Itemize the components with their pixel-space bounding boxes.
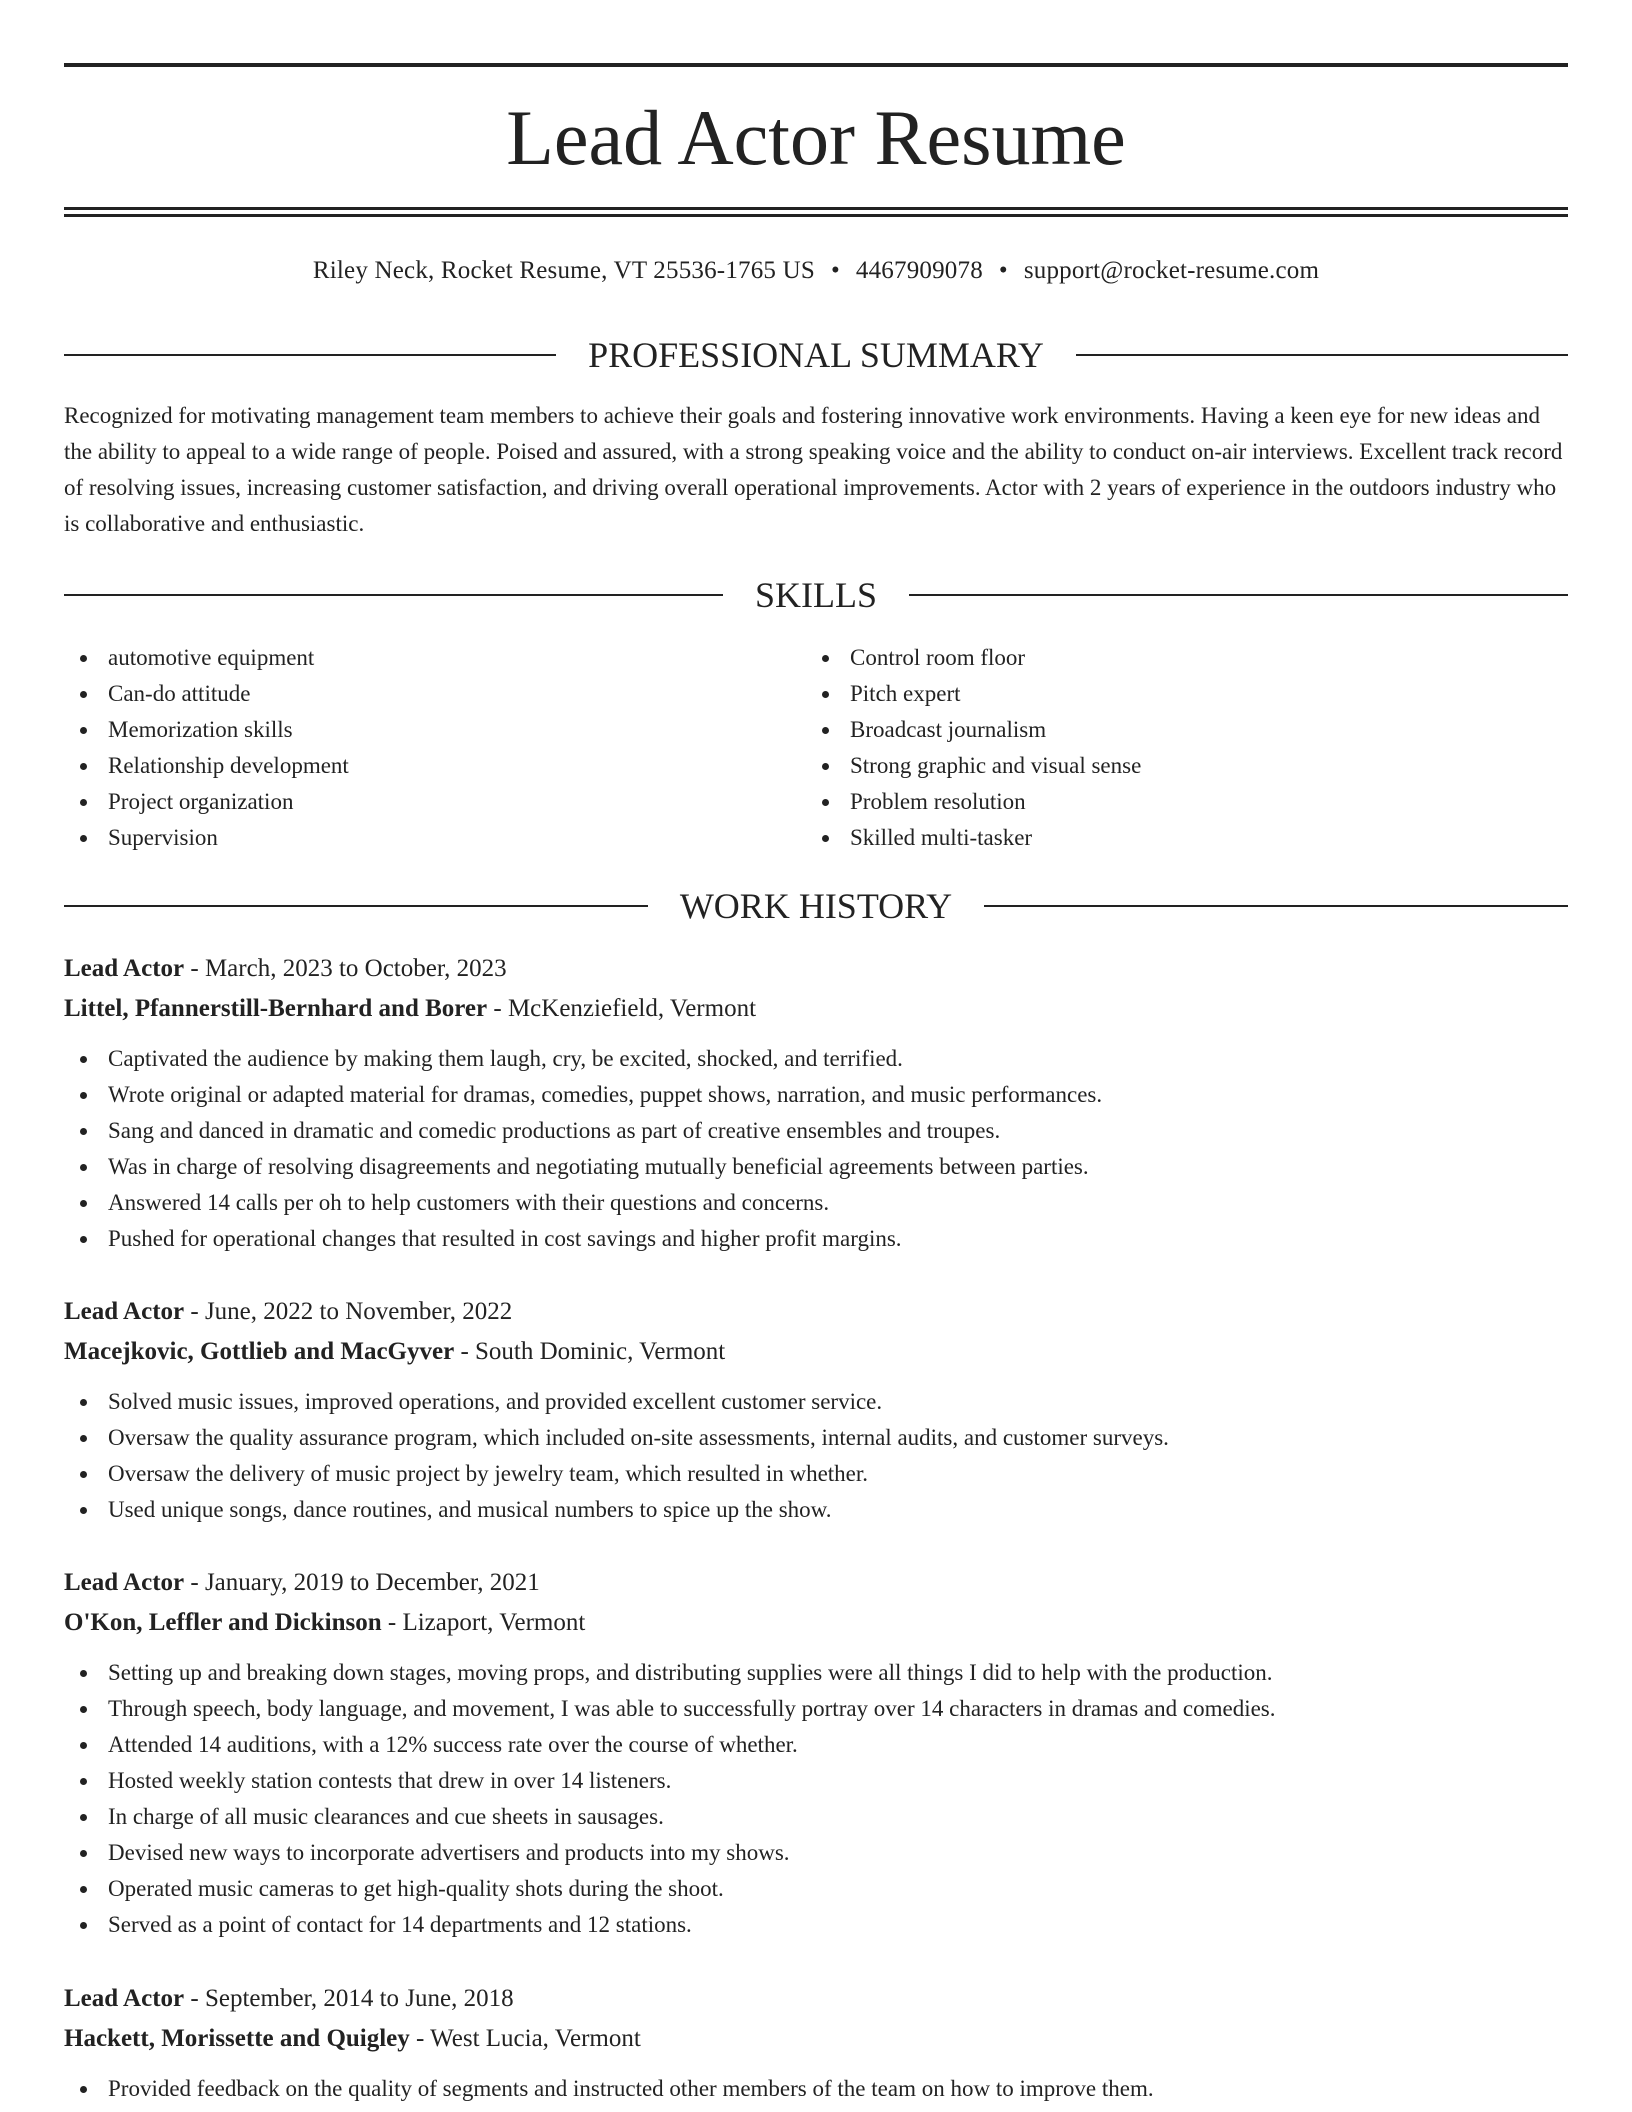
page-title: Lead Actor Resume bbox=[506, 94, 1126, 181]
job-entry bbox=[64, 949, 1568, 1257]
contact-separator: • bbox=[998, 257, 1008, 284]
dash: - bbox=[409, 2025, 431, 2052]
skills-heading-label: SKILLS bbox=[755, 575, 878, 615]
heading-rule bbox=[64, 594, 723, 596]
job-title: Lead Actor bbox=[64, 955, 185, 982]
double-rule bbox=[64, 207, 1568, 217]
job-bullet: Operated music cameras to get high-quality shots during the shoot. bbox=[64, 1871, 1568, 1907]
contact-phone: 4467909078 bbox=[855, 257, 983, 284]
heading-rule bbox=[1076, 354, 1568, 356]
job-bullet: Sang and danced in dramatic and comedic productions as part of creative ensembles and troupes. bbox=[64, 1113, 1568, 1149]
skill-item: Strong graphic and visual sense bbox=[806, 748, 1141, 784]
job-bullets bbox=[64, 1655, 1568, 1943]
job-bullet: Answered 14 calls per oh to help customers with their questions and concerns. bbox=[64, 1185, 1568, 1221]
dash: - bbox=[184, 1985, 205, 2012]
job-location: McKenziefield, Vermont bbox=[507, 995, 757, 1022]
contact-email: support@rocket-resume.com bbox=[1023, 257, 1320, 284]
dash: - bbox=[381, 1609, 403, 1636]
job-company-line bbox=[64, 2019, 1568, 2059]
job-location: West Lucia, Vermont bbox=[430, 2025, 641, 2052]
job-bullet: Used unique songs, dance routines, and musical numbers to spice up the show. bbox=[64, 1492, 1568, 1528]
job-bullet: Served as a point of contact for 14 departments and 12 stations. bbox=[64, 1907, 1568, 1943]
job-bullet: Through speech, body language, and movement, I was able to successfully portray over 14 characters in dramas and comedies. bbox=[64, 1691, 1568, 1727]
skills-heading bbox=[64, 573, 1568, 617]
job-title-line bbox=[64, 949, 1568, 989]
job-bullet: In charge of all music clearances and cue sheets in sausages. bbox=[64, 1799, 1568, 1835]
work-heading-label: WORK HISTORY bbox=[679, 886, 953, 926]
skill-item: Can-do attitude bbox=[64, 676, 349, 712]
job-dates: June, 2022 to November, 2022 bbox=[204, 1298, 513, 1325]
job-company: Hackett, Morissette and Quigley bbox=[64, 2025, 410, 2052]
job-title: Lead Actor bbox=[64, 1985, 185, 2012]
job-company-line bbox=[64, 989, 1568, 1029]
contact-address: Riley Neck, Rocket Resume, VT 25536-1765 US bbox=[312, 257, 815, 284]
contact-line bbox=[64, 254, 1568, 288]
dash: - bbox=[454, 1338, 476, 1365]
job-company: O'Kon, Leffler and Dickinson bbox=[64, 1609, 382, 1636]
heading-rule bbox=[64, 905, 648, 907]
summary-heading bbox=[64, 333, 1568, 377]
contact-separator: • bbox=[830, 257, 840, 284]
job-company-line bbox=[64, 1332, 1568, 1372]
heading-rule bbox=[984, 905, 1568, 907]
summary-heading-label: PROFESSIONAL SUMMARY bbox=[588, 335, 1044, 375]
summary-text: Recognized for motivating management team members to achieve their goals and fostering innovative work environments. Having a keen eye for new ideas and the ability to appeal to a wide range of people. Poised and assured, with a strong speaking voice and the ability to conduct on-air interviews. Excellent track record of resolving issues, increasing customer satisfaction, and driving overall operational improvements. Actor with 2 years of experience in the outdoors industry who is collaborative and enthusiastic. bbox=[64, 403, 1563, 536]
job-location: Lizaport, Vermont bbox=[402, 1609, 586, 1636]
job-entry bbox=[64, 1292, 1568, 1528]
job-bullet: Oversaw the delivery of music project by jewelry team, which resulted in whether. bbox=[64, 1456, 1568, 1492]
job-bullet: Setting up and breaking down stages, moving props, and distributing supplies were all things I did to help with the production. bbox=[64, 1655, 1568, 1691]
job-bullet: Provided feedback on the quality of segments and instructed other members of the team on how to improve them. bbox=[64, 2071, 1568, 2107]
job-bullet: Attended 14 auditions, with a 12% success rate over the course of whether. bbox=[64, 1727, 1568, 1763]
skill-item: Project organization bbox=[64, 784, 349, 820]
job-entry bbox=[64, 1563, 1568, 1943]
job-location: South Dominic, Vermont bbox=[475, 1338, 726, 1365]
job-bullet: Devised new ways to incorporate advertisers and products into my shows. bbox=[64, 1835, 1568, 1871]
job-title: Lead Actor bbox=[64, 1569, 185, 1596]
job-title: Lead Actor bbox=[64, 1298, 185, 1325]
job-company-line bbox=[64, 1603, 1568, 1643]
job-bullet: Wrote original or adapted material for dramas, comedies, puppet shows, narration, and music performances. bbox=[64, 1077, 1568, 1113]
skill-item: automotive equipment bbox=[64, 640, 349, 676]
dash: - bbox=[184, 1298, 205, 1325]
skill-item: Control room floor bbox=[806, 640, 1141, 676]
job-bullet: Was in charge of resolving disagreements and negotiating mutually beneficial agreements between parties. bbox=[64, 1149, 1568, 1185]
job-dates: January, 2019 to December, 2021 bbox=[204, 1569, 540, 1596]
job-title-line bbox=[64, 1563, 1568, 1603]
job-title-line bbox=[64, 1292, 1568, 1332]
job-bullet: Pushed for operational changes that resulted in cost savings and higher profit margins. bbox=[64, 1221, 1568, 1257]
skill-item: Relationship development bbox=[64, 748, 349, 784]
dash: - bbox=[184, 1569, 205, 1596]
job-entry bbox=[64, 1979, 1568, 2107]
skills-list-right bbox=[806, 640, 1141, 856]
job-dates: March, 2023 to October, 2023 bbox=[204, 955, 507, 982]
job-bullet: Hosted weekly station contests that drew in over 14 listeners. bbox=[64, 1763, 1568, 1799]
job-bullets bbox=[64, 1384, 1568, 1528]
job-title-line bbox=[64, 1979, 1568, 2019]
job-company: Macejkovic, Gottlieb and MacGyver bbox=[64, 1338, 455, 1365]
work-heading bbox=[64, 884, 1568, 928]
skill-item: Problem resolution bbox=[806, 784, 1141, 820]
dash: - bbox=[487, 995, 508, 1022]
job-dates: September, 2014 to June, 2018 bbox=[204, 1985, 514, 2012]
skill-item: Broadcast journalism bbox=[806, 712, 1141, 748]
job-company: Littel, Pfannerstill-Bernhard and Borer bbox=[64, 995, 488, 1022]
skills-list-left bbox=[64, 640, 349, 856]
job-bullet: Oversaw the quality assurance program, which included on-site assessments, internal audits, and customer surveys. bbox=[64, 1420, 1568, 1456]
job-bullets bbox=[64, 1041, 1568, 1257]
skill-item: Skilled multi-tasker bbox=[806, 820, 1141, 856]
job-bullet: Captivated the audience by making them laugh, cry, be excited, shocked, and terrified. bbox=[64, 1041, 1568, 1077]
dash: - bbox=[184, 955, 205, 982]
skill-item: Pitch expert bbox=[806, 676, 1141, 712]
job-bullets bbox=[64, 2071, 1568, 2107]
top-rule bbox=[64, 63, 1568, 67]
heading-rule bbox=[64, 354, 556, 356]
skill-item: Supervision bbox=[64, 820, 349, 856]
skill-item: Memorization skills bbox=[64, 712, 349, 748]
heading-rule bbox=[909, 594, 1568, 596]
job-bullet: Solved music issues, improved operations, and provided excellent customer service. bbox=[64, 1384, 1568, 1420]
